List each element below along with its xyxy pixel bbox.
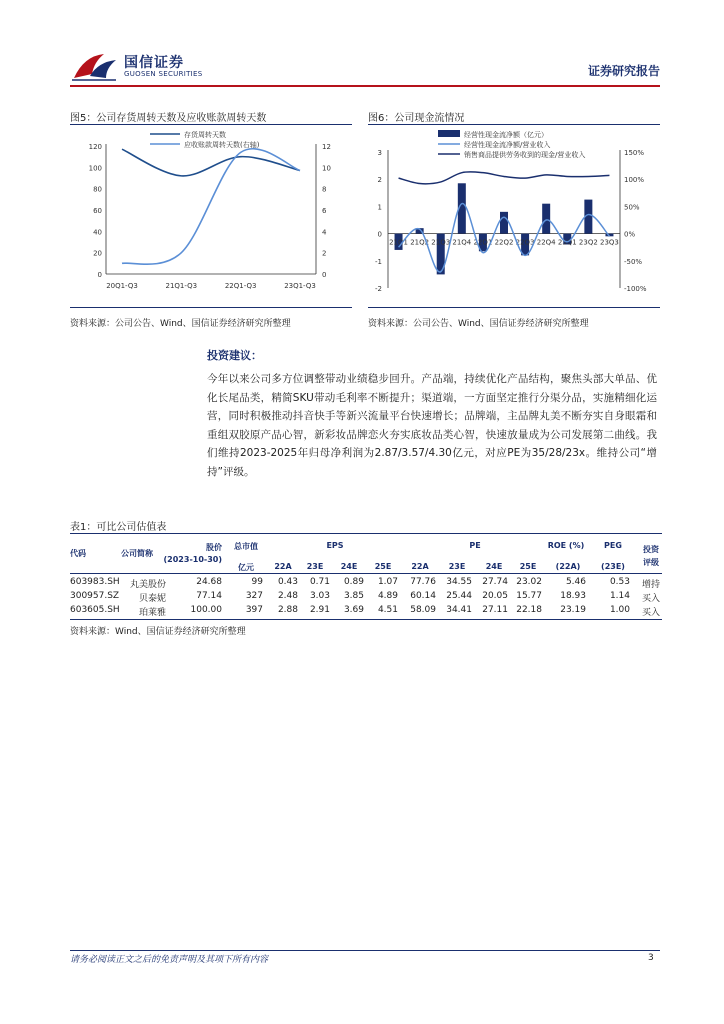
cell-eps: 2.88 [277, 605, 298, 615]
y-left-tick-label: 120 [88, 143, 102, 151]
legend-label-1: 经营性现金流净额/营业收入 [464, 141, 551, 149]
header-pe: PE [469, 541, 481, 550]
cell-roe: 23.19 [560, 605, 586, 615]
x-tick-label: 23Q1 [557, 238, 577, 247]
figure5-bottom-rule [70, 307, 352, 308]
y-right-tick-label: 100% [624, 176, 645, 185]
y-right-tick-label: 12 [322, 143, 331, 151]
x-tick-label: 20Q1-Q3 [106, 282, 138, 290]
x-tick-label: 21Q3 [431, 238, 451, 247]
cell-eps: 4.89 [377, 591, 398, 601]
cell-eps: 4.51 [377, 605, 398, 615]
cell-pe: 34.41 [446, 605, 472, 615]
cell-eps: 1.07 [377, 577, 398, 587]
cell-peg: 1.00 [609, 605, 630, 615]
advice-title: 投资建议： [207, 349, 262, 362]
y-left-tick-label: 100 [88, 164, 102, 173]
cell-price: 77.14 [196, 591, 222, 601]
cell-rating: 买入 [641, 608, 660, 618]
header-price: 股价 [206, 543, 222, 552]
cell-price: 100.00 [190, 605, 222, 615]
series-line-2 [399, 172, 610, 184]
bar [542, 204, 550, 234]
x-tick-label: 23Q3 [600, 238, 619, 247]
y-right-tick-label: 4 [322, 228, 327, 237]
x-tick-label: 21Q4 [452, 238, 472, 247]
legend-label-2: 销售商品提供劳务收到的现金/营业收入 [464, 151, 586, 159]
cell-pe: 20.05 [482, 591, 508, 601]
x-tick-label: 22Q1-Q3 [224, 282, 257, 290]
x-tick-label: 23Q2 [578, 238, 598, 247]
page-number: 3 [648, 953, 654, 963]
cell-code: 603605.SH [70, 605, 120, 615]
header-eps-24e: 24E [340, 562, 358, 571]
cell-price: 24.68 [196, 577, 222, 587]
table-source: 资料来源：Wind、国信证券经济研究所整理 [70, 627, 246, 637]
cell-mcap: 327 [245, 591, 263, 601]
table-rule-head [70, 573, 662, 574]
cell-pe: 58.09 [410, 605, 436, 615]
header-rating-2: 评级 [643, 558, 659, 567]
y-left-tick-label: 60 [93, 207, 102, 215]
y-left-tick-label: 40 [93, 228, 102, 237]
header-mcap: 总市值 [234, 542, 258, 551]
table-title: 表1：可比公司估值表 [70, 522, 167, 533]
y-right-tick-label: 6 [322, 207, 327, 215]
cell-eps: 2.91 [309, 605, 330, 615]
y-left-tick-label: 20 [93, 249, 102, 258]
header-price-date: (2023-10-30) [163, 555, 222, 564]
header-mcap-unit: 亿元 [238, 563, 254, 572]
legend-label-1: 应收账款周转天数(右轴) [184, 141, 260, 149]
footer-disclaimer: 请务必阅读正文之后的免责声明及其项下所有内容 [70, 955, 269, 965]
y-right-tick-label: 10 [322, 164, 331, 173]
bar [500, 212, 508, 234]
figure6-source: 资料来源：公司公告、Wind、国信证券经济研究所整理 [368, 319, 589, 329]
header-roe-year: (22A) [555, 562, 581, 571]
cell-roe: 5.46 [565, 577, 586, 587]
header-pe-25e: 25E [519, 562, 537, 571]
header-pe-24e: 24E [485, 562, 503, 571]
figure6-chart [368, 126, 660, 306]
series-line-0 [122, 149, 300, 176]
y-right-tick-label: 50% [624, 203, 640, 212]
cell-pe: 34.55 [446, 577, 472, 587]
guosen-logo-icon [70, 50, 120, 84]
cell-code: 603983.SH [70, 577, 120, 587]
figure6-title: 图6：公司现金流情况 [368, 113, 465, 124]
y-left-tick-label: -1 [375, 257, 382, 266]
x-tick-label: 22Q2 [494, 238, 514, 247]
figure5-rule [70, 124, 352, 125]
y-left-tick-label: 80 [93, 185, 102, 194]
x-tick-label: 22Q3 [515, 238, 535, 247]
y-right-tick-label: -50% [624, 257, 643, 266]
logo-subtext: GUOSEN SECURITIES [124, 70, 203, 78]
header-name: 公司简称 [121, 549, 153, 558]
y-left-tick-label: -2 [375, 285, 382, 293]
y-left-tick-label: 1 [377, 203, 382, 212]
x-tick-label: 22Q1 [473, 238, 493, 247]
cell-eps: 0.89 [343, 577, 364, 587]
logo-text: 国信证券 [124, 55, 184, 71]
table-rule-bottom [70, 619, 662, 620]
cell-rating: 增持 [641, 580, 660, 590]
cell-name: 珀莱雅 [138, 608, 166, 618]
y-right-tick-label: -100% [624, 285, 647, 293]
cell-pe: 25.44 [446, 591, 472, 601]
x-tick-label: 21Q2 [410, 238, 430, 247]
cell-eps: 3.69 [343, 605, 364, 615]
cell-pe: 60.14 [410, 591, 436, 601]
y-right-tick-label: 8 [322, 185, 327, 194]
cell-roe: 18.93 [560, 591, 586, 601]
legend-swatch-0 [438, 130, 460, 137]
header-eps-22a: 22A [274, 562, 292, 571]
x-tick-label: 21Q1 [389, 238, 408, 247]
cell-eps: 2.48 [277, 591, 298, 601]
header-pe-22a: 22A [411, 562, 429, 571]
cell-pe: 27.11 [482, 605, 508, 615]
page-header [70, 50, 660, 86]
cell-peg: 1.14 [609, 591, 630, 601]
table-rule-top [70, 533, 662, 534]
header-peg-year: (23E) [601, 562, 625, 571]
header-eps-25e: 25E [374, 562, 392, 571]
cell-pe: 15.77 [516, 591, 542, 601]
header-pe-23e: 23E [448, 562, 466, 571]
cell-rating: 买入 [641, 594, 660, 604]
header-eps-23e: 23E [306, 562, 324, 571]
header-rule [70, 85, 660, 87]
figure6-bottom-rule [368, 307, 660, 308]
cell-pe: 22.18 [516, 605, 542, 615]
series-line-1 [122, 149, 300, 265]
logo [70, 50, 270, 84]
cell-eps: 0.71 [309, 577, 330, 587]
cell-mcap: 99 [251, 577, 263, 587]
cell-eps: 0.43 [277, 577, 298, 587]
header-eps: EPS [326, 541, 344, 550]
figure6-rule [368, 124, 660, 125]
figure5-title: 图5：公司存货周转天数及应收账款周转天数 [70, 113, 267, 124]
legend-label-0: 存货周转天数 [184, 131, 226, 139]
figure5-chart [70, 126, 352, 306]
legend-label-0: 经营性现金流净额（亿元） [464, 131, 548, 139]
cell-peg: 0.53 [609, 577, 630, 587]
footer-rule [70, 950, 660, 951]
x-tick-label: 23Q1-Q3 [284, 282, 316, 290]
cell-eps: 3.03 [309, 591, 330, 601]
y-left-tick-label: 3 [377, 149, 382, 157]
y-left-tick-label: 2 [377, 176, 382, 185]
cell-code: 300957.SZ [70, 591, 120, 601]
header-peg: PEG [604, 541, 622, 550]
cell-name: 丸美股份 [129, 580, 166, 590]
y-left-tick-label: 0 [377, 230, 382, 239]
cell-mcap: 397 [245, 605, 263, 615]
advice-body: 今年以来公司多方位调整带动业绩稳步回升。产品端，持续优化产品结构，聚焦头部大单品、优化长尾品类，精简SKU带动毛利率不断提升；渠道端，一方面坚定推行分渠分品，实施精细化运营，同时积极推动抖音快手等新兴流量平台快速增长；品牌端，主品牌丸美不断夯实自身眼霜和重组双胶原产品心智，新彩妆品牌恋火夯实底妆品类心智，快速放量成为公司发展第二曲线。我们维持2023-2025年归母净利润为2.87/3.57/4.30亿元，对应PE为35/28/23x。维持公司“增持”评级。 [207, 373, 657, 478]
header-rating-1: 投资 [643, 545, 659, 554]
x-tick-label: 21Q1-Q3 [165, 282, 198, 290]
y-left-tick-label: 0 [97, 271, 102, 279]
figure5-source: 资料来源：公司公告、Wind、国信证券经济研究所整理 [70, 319, 291, 329]
header-roe: ROE (%) [547, 541, 585, 550]
y-right-tick-label: 2 [322, 249, 327, 258]
y-right-tick-label: 0% [624, 230, 636, 239]
cell-eps: 3.85 [343, 591, 364, 601]
y-right-tick-label: 150% [624, 149, 645, 157]
report-type: 证券研究报告 [587, 64, 660, 78]
cell-pe: 27.74 [482, 577, 508, 587]
x-tick-label: 22Q4 [536, 238, 556, 247]
cell-pe: 77.76 [410, 577, 436, 587]
y-right-tick-label: 0 [322, 271, 327, 279]
header-code: 代码 [70, 549, 86, 558]
cell-pe: 23.02 [516, 577, 542, 587]
cell-name: 贝泰妮 [138, 594, 166, 604]
